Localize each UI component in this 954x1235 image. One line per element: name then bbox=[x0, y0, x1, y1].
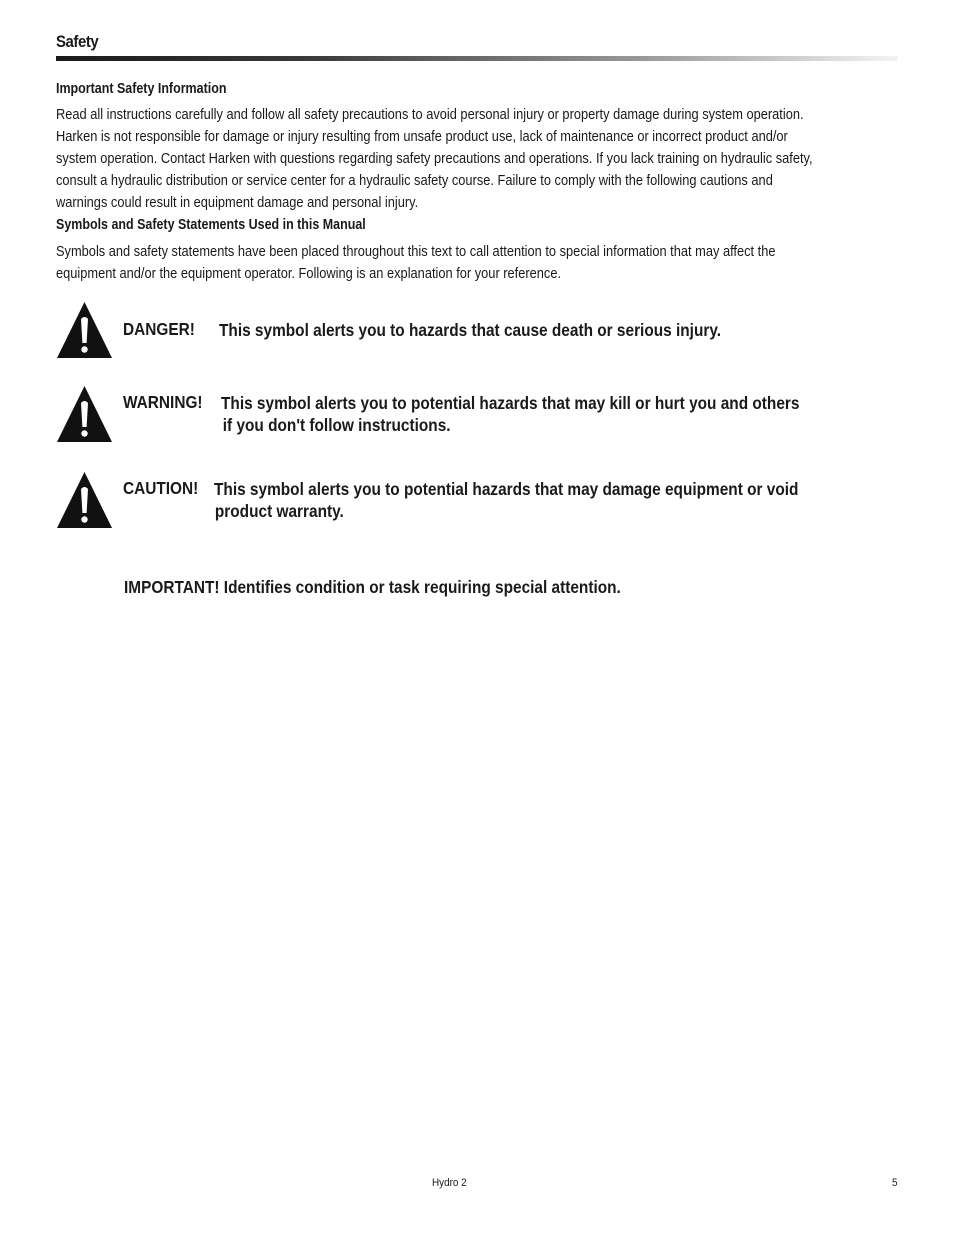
paragraph-line: warnings could result in equipment damage and personal injury. bbox=[56, 195, 419, 211]
page-number: 5 bbox=[892, 1177, 898, 1189]
paragraph-line: Harken is not responsible for damage or injury resulting from unsafe product use, lack of maintenance or incorrect product and/or bbox=[56, 129, 788, 145]
paragraph-line: equipment and/or the equipment operator. Following is an explanation for your reference. bbox=[56, 266, 562, 282]
caution-message bbox=[214, 478, 798, 522]
symbols-heading: Symbols and Safety Statements Used in this Manual bbox=[56, 217, 366, 233]
paragraph-line: consult a hydraulic distribution or service center for a hydraulic safety course. Failure to comply with the following cautions and bbox=[56, 173, 773, 189]
warning-message-line: if you don't follow instructions. bbox=[222, 415, 451, 435]
danger-message bbox=[219, 319, 721, 341]
warning-label: WARNING! bbox=[123, 392, 203, 412]
danger-label: DANGER! bbox=[123, 319, 195, 339]
warning-message-line: This symbol alerts you to potential hazards that may kill or hurt you and others bbox=[221, 393, 800, 413]
warning-triangle-icon bbox=[57, 302, 112, 358]
footer-product-name: Hydro 2 bbox=[432, 1177, 467, 1189]
warning-message bbox=[221, 392, 799, 436]
symbols-paragraph bbox=[56, 241, 879, 285]
warning-triangle-icon bbox=[57, 386, 112, 442]
danger-message-line: This symbol alerts you to hazards that cause death or serious injury. bbox=[219, 320, 722, 340]
important-safety-paragraph bbox=[56, 104, 879, 214]
paragraph-line: Symbols and safety statements have been placed throughout this text to call attention to special information that may affect the bbox=[56, 244, 776, 260]
paragraph-line: system operation. Contact Harken with questions regarding safety precautions and operations. If you lack training on hydraulic safety, bbox=[56, 151, 813, 167]
important-safety-heading: Important Safety Information bbox=[56, 81, 227, 97]
warning-triangle-icon bbox=[57, 472, 112, 528]
page-title: Safety bbox=[56, 32, 99, 51]
caution-message-line: product warranty. bbox=[214, 501, 344, 521]
title-divider bbox=[56, 56, 898, 61]
important-statement: IMPORTANT! Identifies condition or task requiring special attention. bbox=[124, 577, 621, 597]
caution-message-line: This symbol alerts you to potential hazards that may damage equipment or void bbox=[214, 479, 799, 499]
caution-label: CAUTION! bbox=[123, 478, 199, 498]
paragraph-line: Read all instructions carefully and follow all safety precautions to avoid personal injury or property damage during system operation. bbox=[56, 107, 804, 123]
